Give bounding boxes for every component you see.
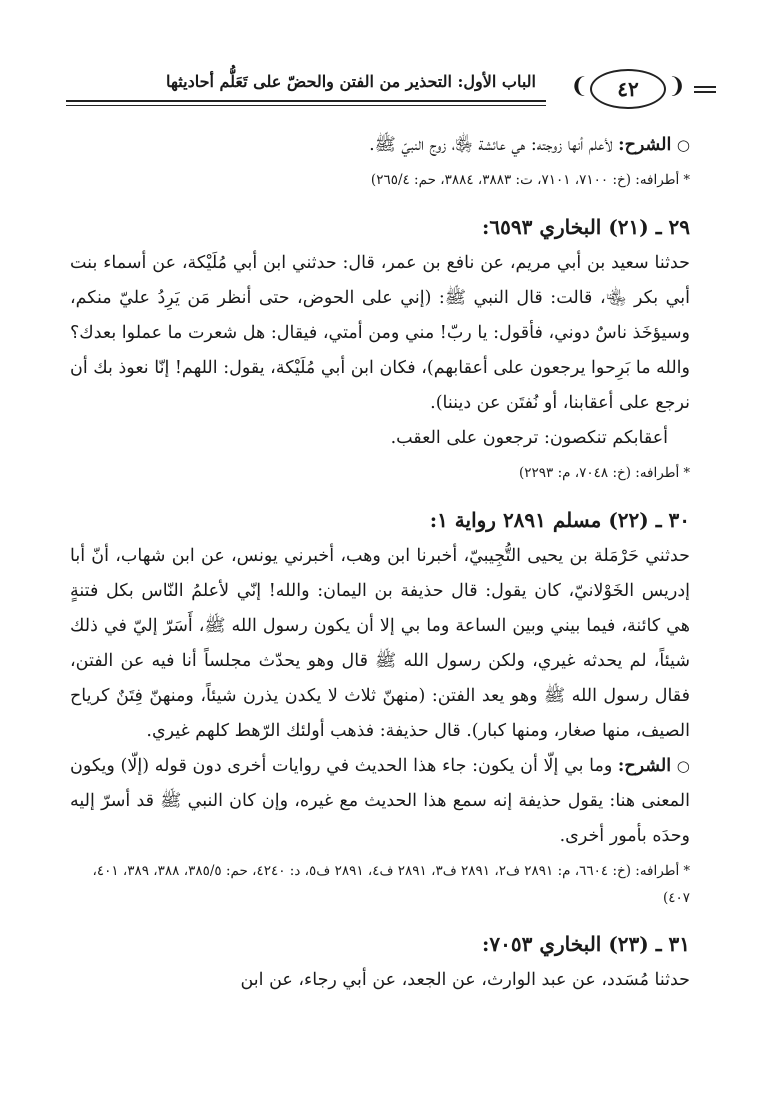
header-rule-thin: [66, 105, 546, 106]
cross-references: [70, 858, 690, 911]
header-dash: [694, 86, 716, 88]
ornament-left-icon: ❨: [570, 74, 589, 99]
gloss-line: أعقابكم تنكصون: ترجعون على العقب.: [390, 428, 668, 448]
commentary-note: [70, 128, 690, 163]
hadith-heading: ٣٠ ـ (٢٢) مسلم ٢٨٩١ رواية ١:: [429, 508, 690, 532]
hadith-text: حدثنا مُسَدد، عن عبد الوارث، عن الجعد، عن أبي رجاء، عن ابن: [240, 970, 690, 990]
commentary-label: الشرح:: [618, 135, 672, 155]
page-body: [70, 128, 690, 998]
circle-bullet-icon: ○: [676, 757, 690, 775]
asterisk-icon: *: [683, 466, 690, 481]
commentary-note: [70, 749, 690, 854]
page-number: ٤٢: [590, 69, 666, 109]
hadith-heading: ٣١ ـ (٢٣) البخاري ٧٠٥٣:: [482, 932, 690, 956]
asterisk-icon: *: [683, 864, 690, 879]
header-dash-lower: [694, 91, 716, 93]
header-rule: [66, 100, 546, 102]
asterisk-icon: *: [683, 173, 690, 188]
chapter-title: الباب الأول: التحذير من الفتن والحضّ على تَعَلُّم أحاديثها: [166, 72, 536, 91]
cross-references-text: أطرافه: (خ: ٧٠٤٨، م: ٢٢٩٣): [518, 465, 680, 481]
cross-references-text: أطرافه: (خ: ٦٦٠٤، م: ٢٨٩١ ف٢، ٢٨٩١ ف٣، ٢٨٩١ ف٤، ٢٨٩١ ف٥، د: ٤٢٤٠، حم: ٣٨٥/٥، ٣٨٨، ٣٨٩، ٤٠١، ٤٠٧): [92, 863, 690, 906]
ornament-right-icon: ❩: [667, 74, 686, 99]
running-header: [66, 64, 716, 120]
cross-references: [70, 167, 690, 194]
commentary-text: وما بي إلّا أن يكون: جاء هذا الحديث في روايات أخرى دون قوله (إلّا) ويكون المعنى هنا: يقول حذيفة إنه سمع هذا الحديث مع غيره، وإن كان النبي ﷺ قد أسرّ إليه وحدَه بأمور أخرى.: [70, 756, 690, 846]
circle-bullet-icon: ○: [676, 136, 690, 154]
hadith-text: حدثني حَرْمَلة بن يحيى التُّجِيبيّ، أخبرنا ابن وهب، أخبرني يونس، عن ابن شهاب، أنّ أبا إدريس الخَوْلانيّ، كان يقول: قال حذيفة بن اليمان: والله! إنّي لأعلمُ النّاس بكل فتنةٍ هي كائنة، فيما بيني وبين الساعة وما بي إلا أن يكون رسول الله ﷺ، أَسَرّ إليّ في ذلك شيئاً، لم يحدثه غيري، ولكن رسول الله ﷺ قال وهو يحدّث مجلساً أنا فيه عن الفتن، فقال رسول الله ﷺ وهو يعد الفتن: (منهنّ ثلاث لا يكدن يذرن شيئاً، ومنهنّ فِتَنٌ كرياح الصيف، منها صغار، ومنها كبار). قال حذيفة: فذهب أولئك الرّهط كلهم غيري.: [70, 546, 690, 741]
cross-references: [70, 460, 690, 487]
hadith-text: حدثنا سعيد بن أبي مريم، عن نافع بن عمر، قال: حدثني ابن أبي مُلَيْكة، عن أسماء بنت أبي بكر ﵄، قالت: قال النبي ﷺ: (إني على الحوض، حتى أنظر مَن يَرِدُ عليّ منكم، وسيؤخَذ ناسٌ دوني، فأقول: يا ربّ! مني ومن أمتي، فيقال: هل شعرت ما عملوا بعدك؟ والله ما بَرِحوا يرجعون على أعقابهم)، فكان ابن أبي مُلَيْكة، يقول: اللهم! إنّا نعوذ بك أن نرجع على أعقابنا، أو نُفتَن عن ديننا).: [70, 253, 690, 413]
cross-references-text: أطرافه: (خ: ٧١٠٠، ٧١٠١، ت: ٣٨٨٣، ٣٨٨٤، حم: ٢٦٥/٤): [370, 172, 680, 188]
hadith-heading: ٢٩ ـ (٢١) البخاري ٦٥٩٣:: [482, 215, 690, 239]
commentary-label: الشرح:: [617, 756, 672, 776]
page-number-frame: [568, 64, 688, 114]
commentary-text: لأعلم أنها زوجته: هي عائشة ﵂، زوج النبيّ ﷺ.: [369, 135, 619, 155]
